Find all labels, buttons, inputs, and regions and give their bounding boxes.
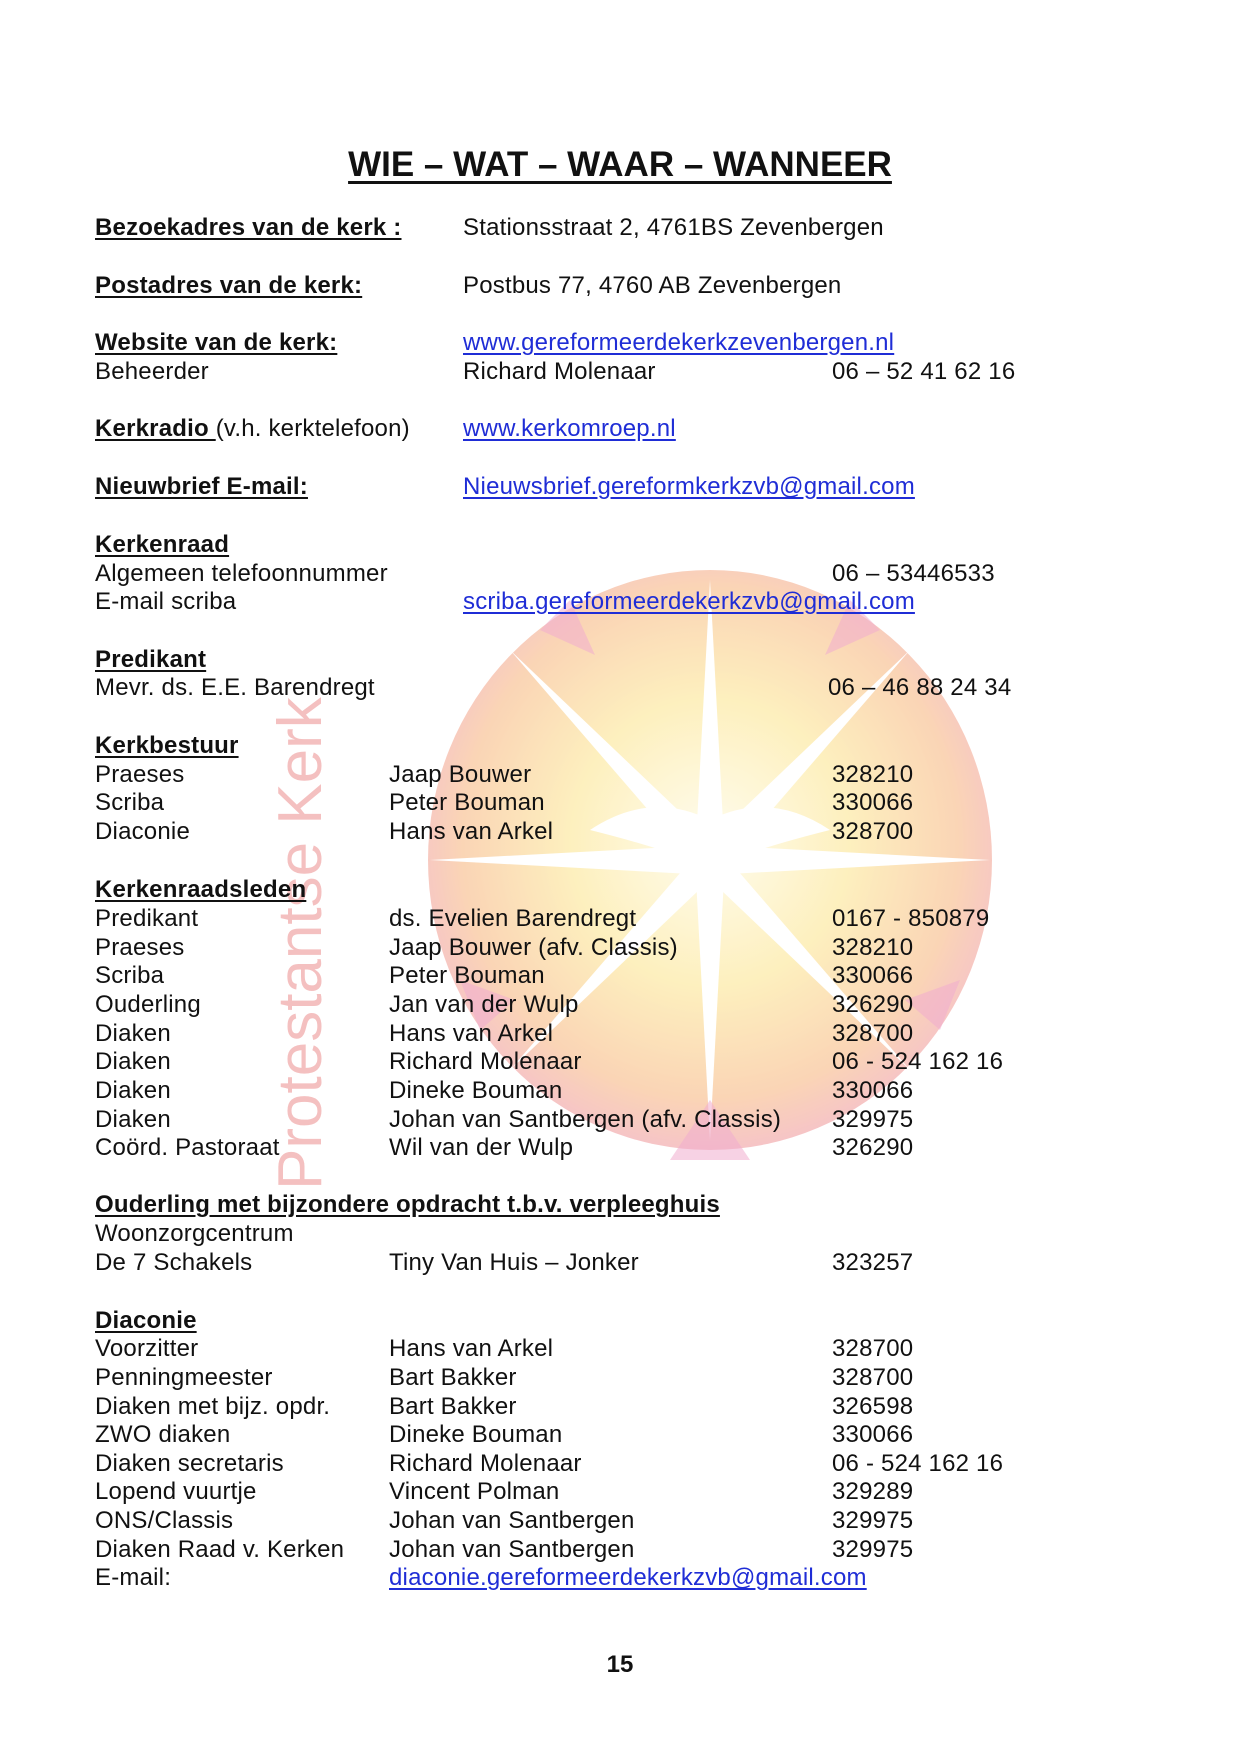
diaconie-role: Voorzitter — [95, 1335, 199, 1362]
webmaster-phone: 06 – 52 41 62 16 — [832, 358, 1016, 385]
website-link[interactable]: www.gereformeerdekerkzevenbergen.nl — [463, 329, 895, 356]
visit-address-value: Stationsstraat 2, 4761BS Zevenbergen — [463, 214, 884, 241]
section-heading-diaconie: Diaconie — [95, 1307, 197, 1334]
care-home-line1: Woonzorgcentrum — [95, 1220, 294, 1247]
postal-address-value: Postbus 77, 4760 AB Zevenbergen — [463, 272, 842, 299]
member-name: Jan van der Wulp — [389, 991, 579, 1018]
newsletter-label: Nieuwbrief E-mail: — [95, 473, 308, 500]
website-label: Website van de kerk: — [95, 329, 338, 356]
diaconie-role: ONS/Classis — [95, 1507, 234, 1534]
church-radio-line — [95, 415, 410, 443]
predikant-name: Mevr. ds. E.E. Barendregt — [95, 674, 375, 701]
church-radio-link[interactable]: www.kerkomroep.nl — [463, 415, 676, 442]
diaconie-phone: 329975 — [832, 1536, 914, 1563]
member-role: Ouderling — [95, 991, 201, 1018]
diaconie-name: Vincent Polman — [389, 1478, 560, 1505]
diaconie-email-label: E-mail: — [95, 1564, 172, 1591]
ouderling-name: Tiny Van Huis – Jonker — [389, 1249, 639, 1276]
diaconie-role: Penningmeester — [95, 1364, 273, 1391]
church-radio-note: (v.h. kerktelefoon) — [215, 415, 410, 442]
member-name: Peter Bouman — [389, 962, 545, 989]
diaconie-name: Bart Bakker — [389, 1364, 517, 1391]
member-phone: 328700 — [832, 1020, 914, 1047]
church-radio-label: Kerkradio — [95, 415, 216, 442]
diaconie-phone: 330066 — [832, 1421, 914, 1448]
diaconie-name: Bart Bakker — [389, 1393, 517, 1420]
section-heading-predikant: Predikant — [95, 646, 207, 673]
kerkbestuur-name: Hans van Arkel — [389, 818, 554, 845]
ouderling-phone: 323257 — [832, 1249, 914, 1276]
kerkbestuur-phone: 328210 — [832, 761, 914, 788]
page-title: WIE – WAT – WAAR – WANNEER — [348, 145, 892, 184]
member-phone: 326290 — [832, 1134, 914, 1161]
diaconie-phone: 329289 — [832, 1478, 914, 1505]
diaconie-email-link[interactable]: diaconie.gereformeerdekerkzvb@gmail.com — [389, 1564, 867, 1591]
diaconie-role: Lopend vuurtje — [95, 1478, 257, 1505]
diaconie-name: Richard Molenaar — [389, 1450, 582, 1477]
member-phone: 330066 — [832, 962, 914, 989]
diaconie-role: Diaken met bijz. opdr. — [95, 1393, 331, 1420]
postal-address-label: Postadres van de kerk: — [95, 272, 363, 299]
diaconie-name: Johan van Santbergen — [389, 1507, 635, 1534]
member-role: Predikant — [95, 905, 199, 932]
diaconie-role: ZWO diaken — [95, 1421, 231, 1448]
member-role: Coörd. Pastoraat — [95, 1134, 280, 1161]
scriba-email-label: E-mail scriba — [95, 588, 237, 615]
kerkbestuur-phone: 328700 — [832, 818, 914, 845]
member-name: Jaap Bouwer (afv. Classis) — [389, 934, 678, 961]
section-heading-ouderling: Ouderling met bijzondere opdracht t.b.v. verpleeghuis — [95, 1191, 720, 1218]
member-name: Richard Molenaar — [389, 1048, 582, 1075]
diaconie-name: Johan van Santbergen — [389, 1536, 635, 1563]
kerkbestuur-name: Jaap Bouwer — [389, 761, 532, 788]
kerkbestuur-role: Praeses — [95, 761, 185, 788]
member-role: Diaken — [95, 1020, 171, 1047]
diaconie-phone: 328700 — [832, 1335, 914, 1362]
member-phone: 328210 — [832, 934, 914, 961]
general-phone-label: Algemeen telefoonnummer — [95, 560, 388, 587]
kerkbestuur-phone: 330066 — [832, 789, 914, 816]
member-role: Scriba — [95, 962, 165, 989]
member-phone: 326290 — [832, 991, 914, 1018]
general-phone-value: 06 – 53446533 — [832, 560, 995, 587]
member-role: Diaken — [95, 1106, 171, 1133]
diaconie-name: Hans van Arkel — [389, 1335, 554, 1362]
visit-address-label: Bezoekadres van de kerk : — [95, 214, 402, 241]
diaconie-phone: 328700 — [832, 1364, 914, 1391]
diaconie-phone: 06 - 524 162 16 — [832, 1450, 1004, 1477]
watermark-text: Protestantse Kerk — [266, 697, 335, 1190]
member-role: Praeses — [95, 934, 185, 961]
diaconie-name: Dineke Bouman — [389, 1421, 563, 1448]
webmaster-name: Richard Molenaar — [463, 358, 656, 385]
diaconie-phone: 329975 — [832, 1507, 914, 1534]
newsletter-email-link[interactable]: Nieuwsbrief.gereformkerkzvb@gmail.com — [463, 473, 915, 500]
member-phone: 329975 — [832, 1106, 914, 1133]
member-phone: 06 - 524 162 16 — [832, 1048, 1004, 1075]
care-home-line2: De 7 Schakels — [95, 1249, 253, 1276]
diaconie-phone: 326598 — [832, 1393, 914, 1420]
section-heading-kerkenraadsleden: Kerkenraadsleden — [95, 876, 307, 903]
kerkbestuur-name: Peter Bouman — [389, 789, 545, 816]
member-name: Dineke Bouman — [389, 1077, 563, 1104]
diaconie-role: Diaken Raad v. Kerken — [95, 1536, 345, 1563]
webmaster-label: Beheerder — [95, 358, 209, 385]
member-name: Wil van der Wulp — [389, 1134, 574, 1161]
diaconie-role: Diaken secretaris — [95, 1450, 284, 1477]
kerkbestuur-role: Scriba — [95, 789, 165, 816]
member-phone: 0167 - 850879 — [832, 905, 990, 932]
scriba-email-link[interactable]: scriba.gereformeerdekerkzvb@gmail.com — [463, 588, 915, 615]
member-name: Johan van Santbergen (afv. Classis) — [389, 1106, 782, 1133]
section-heading-kerkenraad: Kerkenraad — [95, 531, 230, 558]
page-number: 15 — [606, 1651, 634, 1678]
member-name: ds. Evelien Barendregt — [389, 905, 637, 932]
member-role: Diaken — [95, 1077, 171, 1104]
member-role: Diaken — [95, 1048, 171, 1075]
member-phone: 330066 — [832, 1077, 914, 1104]
section-heading-kerkbestuur: Kerkbestuur — [95, 732, 239, 759]
member-name: Hans van Arkel — [389, 1020, 554, 1047]
kerkbestuur-role: Diaconie — [95, 818, 190, 845]
predikant-phone: 06 – 46 88 24 34 — [828, 674, 1012, 701]
